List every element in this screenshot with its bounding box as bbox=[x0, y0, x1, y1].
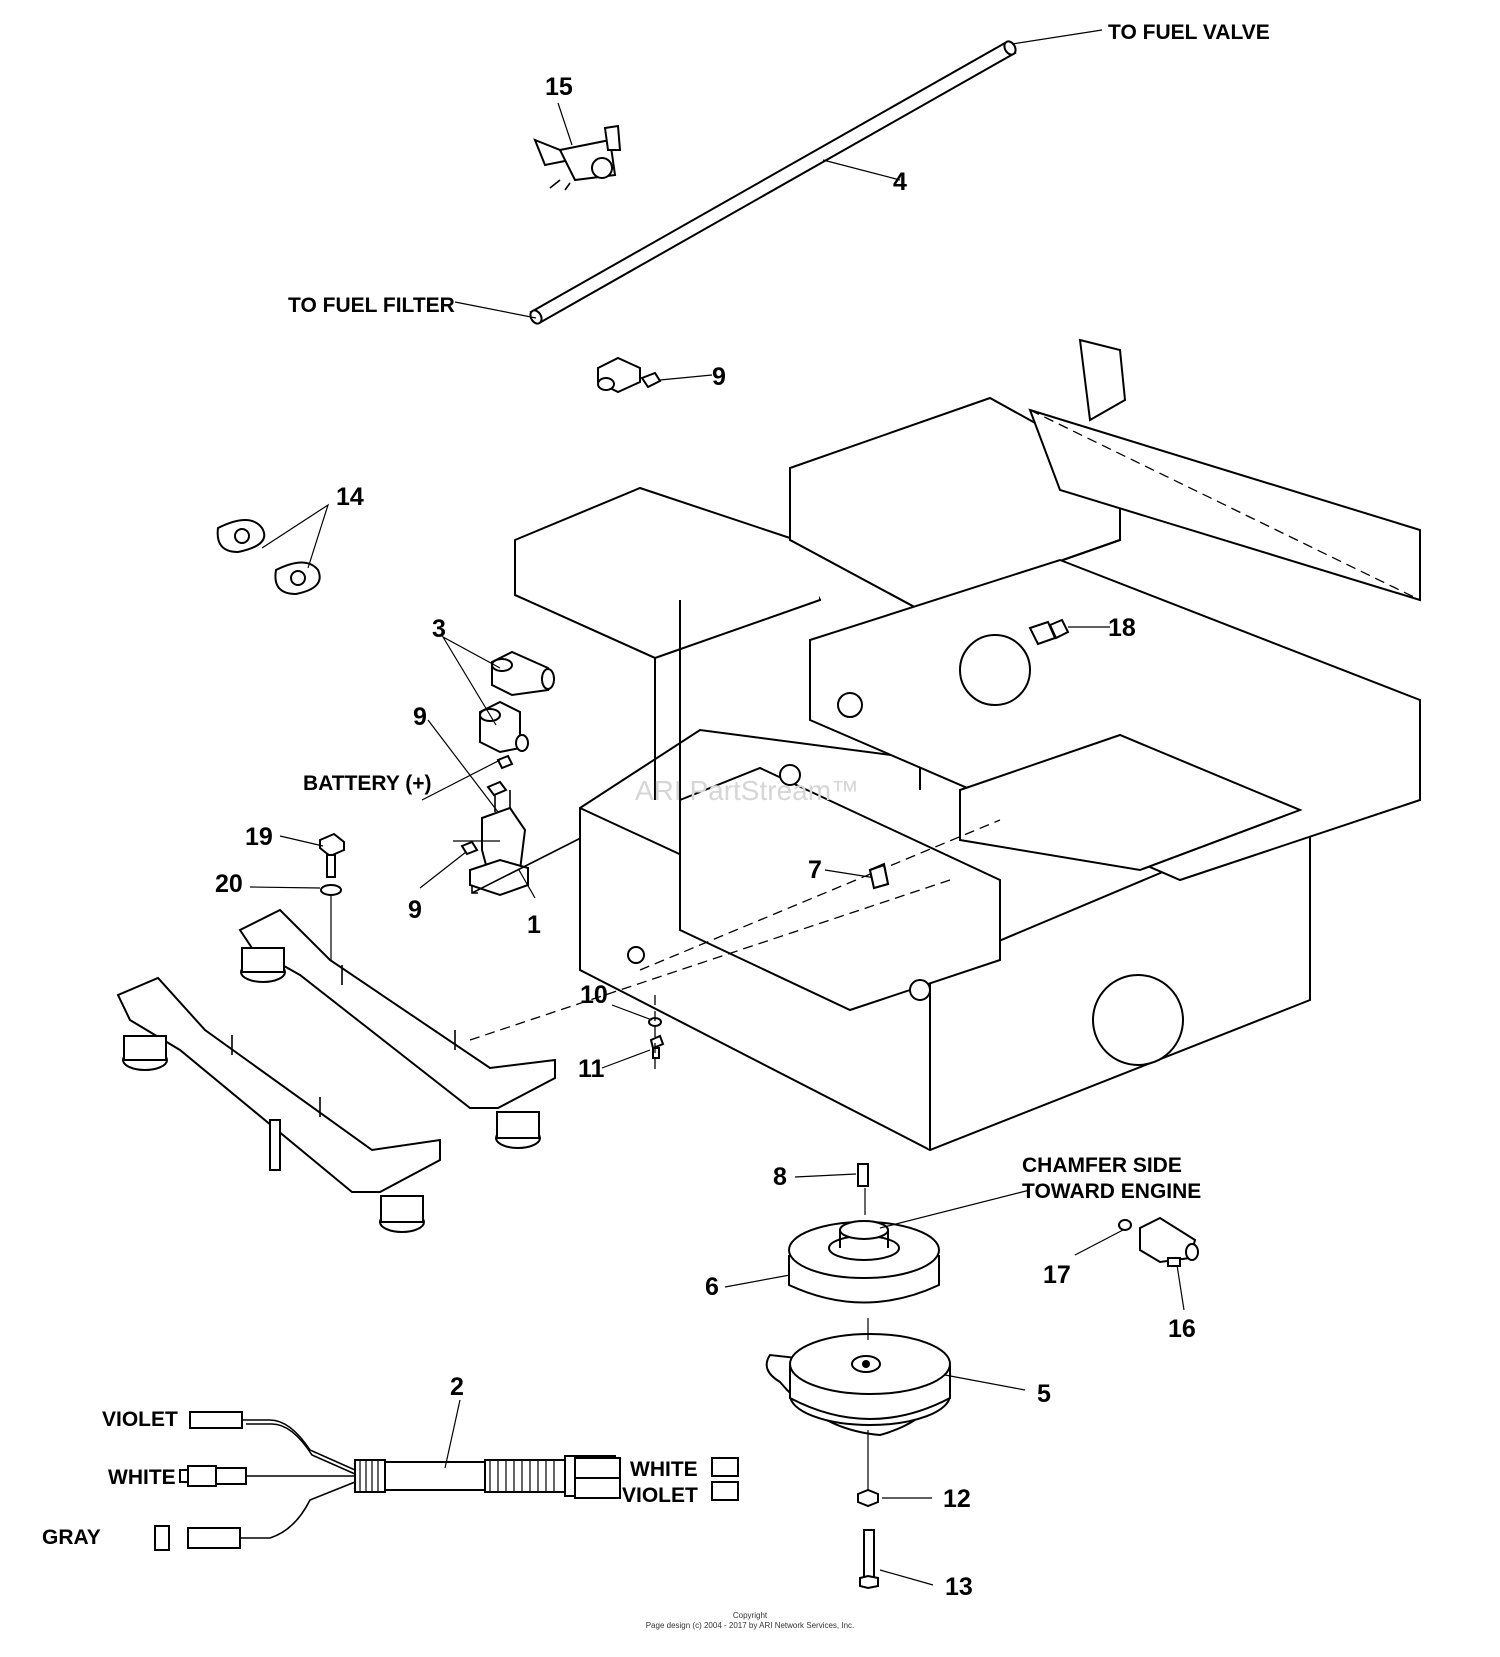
callout-8: 8 bbox=[773, 1163, 787, 1191]
electric-clutch-part bbox=[767, 1334, 950, 1435]
watermark-text: ARI PartStream™ bbox=[635, 775, 860, 806]
frame-chassis-part bbox=[470, 340, 1420, 1150]
callout-16: 16 bbox=[1168, 1315, 1196, 1343]
callout-2: 2 bbox=[450, 1373, 464, 1401]
callout-9-low: 9 bbox=[408, 896, 422, 924]
fuel-valve-part bbox=[535, 126, 620, 190]
callout-11: 11 bbox=[578, 1055, 605, 1083]
callout-18: 18 bbox=[1108, 614, 1136, 642]
label-connector-white: WHITE bbox=[630, 1458, 698, 1481]
small-bolt-part bbox=[649, 1018, 663, 1058]
pressure-switch-part bbox=[1119, 1218, 1198, 1266]
label-wire-gray: GRAY bbox=[42, 1526, 101, 1549]
callout-7: 7 bbox=[808, 856, 822, 884]
label-chamfer-line1: CHAMFER SIDE bbox=[1022, 1154, 1182, 1177]
callout-20: 20 bbox=[215, 870, 243, 898]
key-part bbox=[858, 1164, 868, 1186]
callout-9-top: 9 bbox=[712, 363, 726, 391]
callout-1: 1 bbox=[527, 911, 541, 939]
callout-5: 5 bbox=[1037, 1380, 1051, 1408]
label-chamfer-line2: TOWARD ENGINE bbox=[1022, 1180, 1202, 1203]
wire-harness-part bbox=[155, 1412, 738, 1550]
bolt-washer-part bbox=[320, 834, 344, 960]
fuel-line-part bbox=[528, 39, 1018, 325]
callout-6: 6 bbox=[705, 1273, 719, 1301]
label-to-fuel-filter: TO FUEL FILTER bbox=[288, 294, 455, 317]
engine-mount-rail-part bbox=[118, 910, 555, 1232]
callout-19: 19 bbox=[245, 823, 273, 851]
copyright-line2: Page design (c) 2004 - 2017 by ARI Network Services, Inc. bbox=[645, 1621, 855, 1630]
label-battery: BATTERY (+) bbox=[303, 772, 432, 795]
gasket-part bbox=[218, 520, 320, 594]
callout-17: 17 bbox=[1043, 1261, 1071, 1289]
clip-part bbox=[870, 865, 888, 888]
fuel-fitting-part bbox=[480, 652, 554, 752]
elbow-fitting-part bbox=[598, 358, 660, 392]
callout-14: 14 bbox=[336, 483, 364, 511]
label-connector-violet: VIOLET bbox=[622, 1484, 698, 1507]
clutch-bolt-part bbox=[858, 1490, 878, 1588]
copyright-line1: Copyright bbox=[732, 1611, 768, 1620]
callout-9-mid: 9 bbox=[413, 703, 427, 731]
callout-3: 3 bbox=[432, 615, 446, 643]
label-to-fuel-valve: TO FUEL VALVE bbox=[1108, 21, 1270, 44]
callout-12: 12 bbox=[943, 1485, 971, 1513]
callout-13: 13 bbox=[945, 1573, 973, 1601]
pulley-part bbox=[789, 1221, 939, 1303]
callout-4: 4 bbox=[893, 168, 907, 196]
callout-15: 15 bbox=[545, 73, 573, 101]
label-wire-violet: VIOLET bbox=[102, 1408, 178, 1431]
label-wire-white: WHITE bbox=[108, 1466, 176, 1489]
callout-10: 10 bbox=[580, 981, 608, 1009]
